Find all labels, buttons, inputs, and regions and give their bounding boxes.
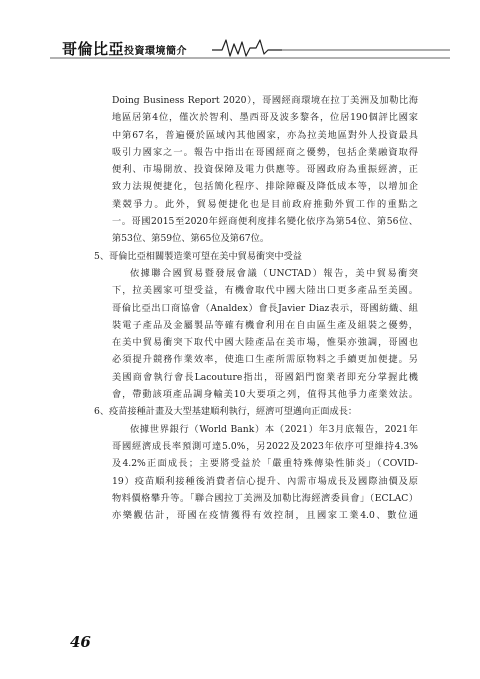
text-line: Doing Business Report 2020），哥國經商環境在拉丁美洲及加勒比海 bbox=[112, 95, 418, 106]
text-line: 裝電子產品及金屬製品等確有機會利用在自由區生產及組裝之優勢， bbox=[112, 319, 418, 331]
text-line: 19）疫苗順利接種後消費者信心提升、內需市場成長及國際油價及原 bbox=[112, 475, 418, 487]
text-line: 下，拉美國家可望受益，有機會取代中國大陸出口更多產品至美國。 bbox=[112, 285, 418, 297]
text-line: 會，帶動該項產品調身輸美10大要項之列，值得其他爭力產業效法。 bbox=[112, 389, 418, 401]
text-line: 地區居第4位，僅次於智利、墨西哥及波多黎各，位居190個評比國家 bbox=[112, 112, 418, 124]
text-line: 在美中貿易衝突下取代中國大陸產品在美市場，惟渠亦強調，哥國也 bbox=[112, 337, 418, 349]
text-line: 依據世界銀行（World Bank）本（2021）年3月底報告，2021年 bbox=[130, 423, 418, 435]
header-title-main: 哥倫比亞 bbox=[62, 40, 125, 58]
text-line: 依據聯合國貿易暨發展會議（UNCTAD）報告，美中貿易衝突 bbox=[130, 267, 418, 279]
text-line: 中第67名，普遍優於區域內其他國家，亦為拉美地區對外人投資最具 bbox=[112, 129, 418, 141]
text-line: 吸引力國家之一。報告中指出在哥國經商之優勢，包括企業融資取得 bbox=[112, 146, 418, 158]
text-line: 及4.2%正面成長；主要將受益於「嚴重特殊傳染性肺炎」（COVID- bbox=[112, 458, 418, 470]
text-line: 物料價格攀升等。「聯合國拉丁美洲及加勒比海經濟委員會」（ECLAC） bbox=[112, 492, 418, 504]
text-line: 亦樂觀估計，哥國在疫情獲得有效控制，且國家工業4.0、數位通 bbox=[112, 510, 418, 522]
text-line: 美國商會執行會長Lacouture指出，哥國鋁門窗業者即充分掌握此機 bbox=[112, 371, 418, 383]
text-line: 業競爭力。此外，貿易便捷化也是目前政府推動外貿工作的重點之 bbox=[112, 198, 418, 210]
section-heading: 5、哥倫比亞相關製造業可望在美中貿易衝突中受益 bbox=[94, 250, 302, 262]
text-line: 第53位、第59位、第65位及第67位。 bbox=[112, 233, 270, 245]
text-line: 致力法規便捷化，包括簡化程序、排除障礙及降低成本等，以增加企 bbox=[112, 181, 418, 193]
running-header-title bbox=[62, 38, 187, 59]
section-heading: 6、疫苗接種計畫及大型基建順利執行，經濟可望邁向正面成長： bbox=[94, 406, 358, 418]
text-line: 必須提升競務作業效率，使進口生產所需原物料之手續更加便捷。另 bbox=[112, 354, 418, 366]
text-line: 一。哥國2015至2020年經商便利度排名變化依序為第54位、第56位、 bbox=[112, 216, 418, 228]
page-number: 46 bbox=[70, 633, 91, 651]
text-line: 哥國經濟成長率預測可達5.0%，另2022及2023年依序可望維持4.3% bbox=[112, 440, 418, 452]
heartbeat-line-icon bbox=[212, 40, 282, 56]
body-text bbox=[94, 92, 418, 524]
text-line: 哥倫比亞出口商協會（Analdex）會長Javier Diaz表示，哥國紡織、組 bbox=[112, 302, 418, 314]
header-title-sub: 投資環境簡介 bbox=[124, 46, 188, 57]
text-line: 便利、市場開放、投資保障及電力供應等。哥國政府為重振經濟，正 bbox=[112, 164, 418, 176]
page-header bbox=[50, 36, 450, 60]
